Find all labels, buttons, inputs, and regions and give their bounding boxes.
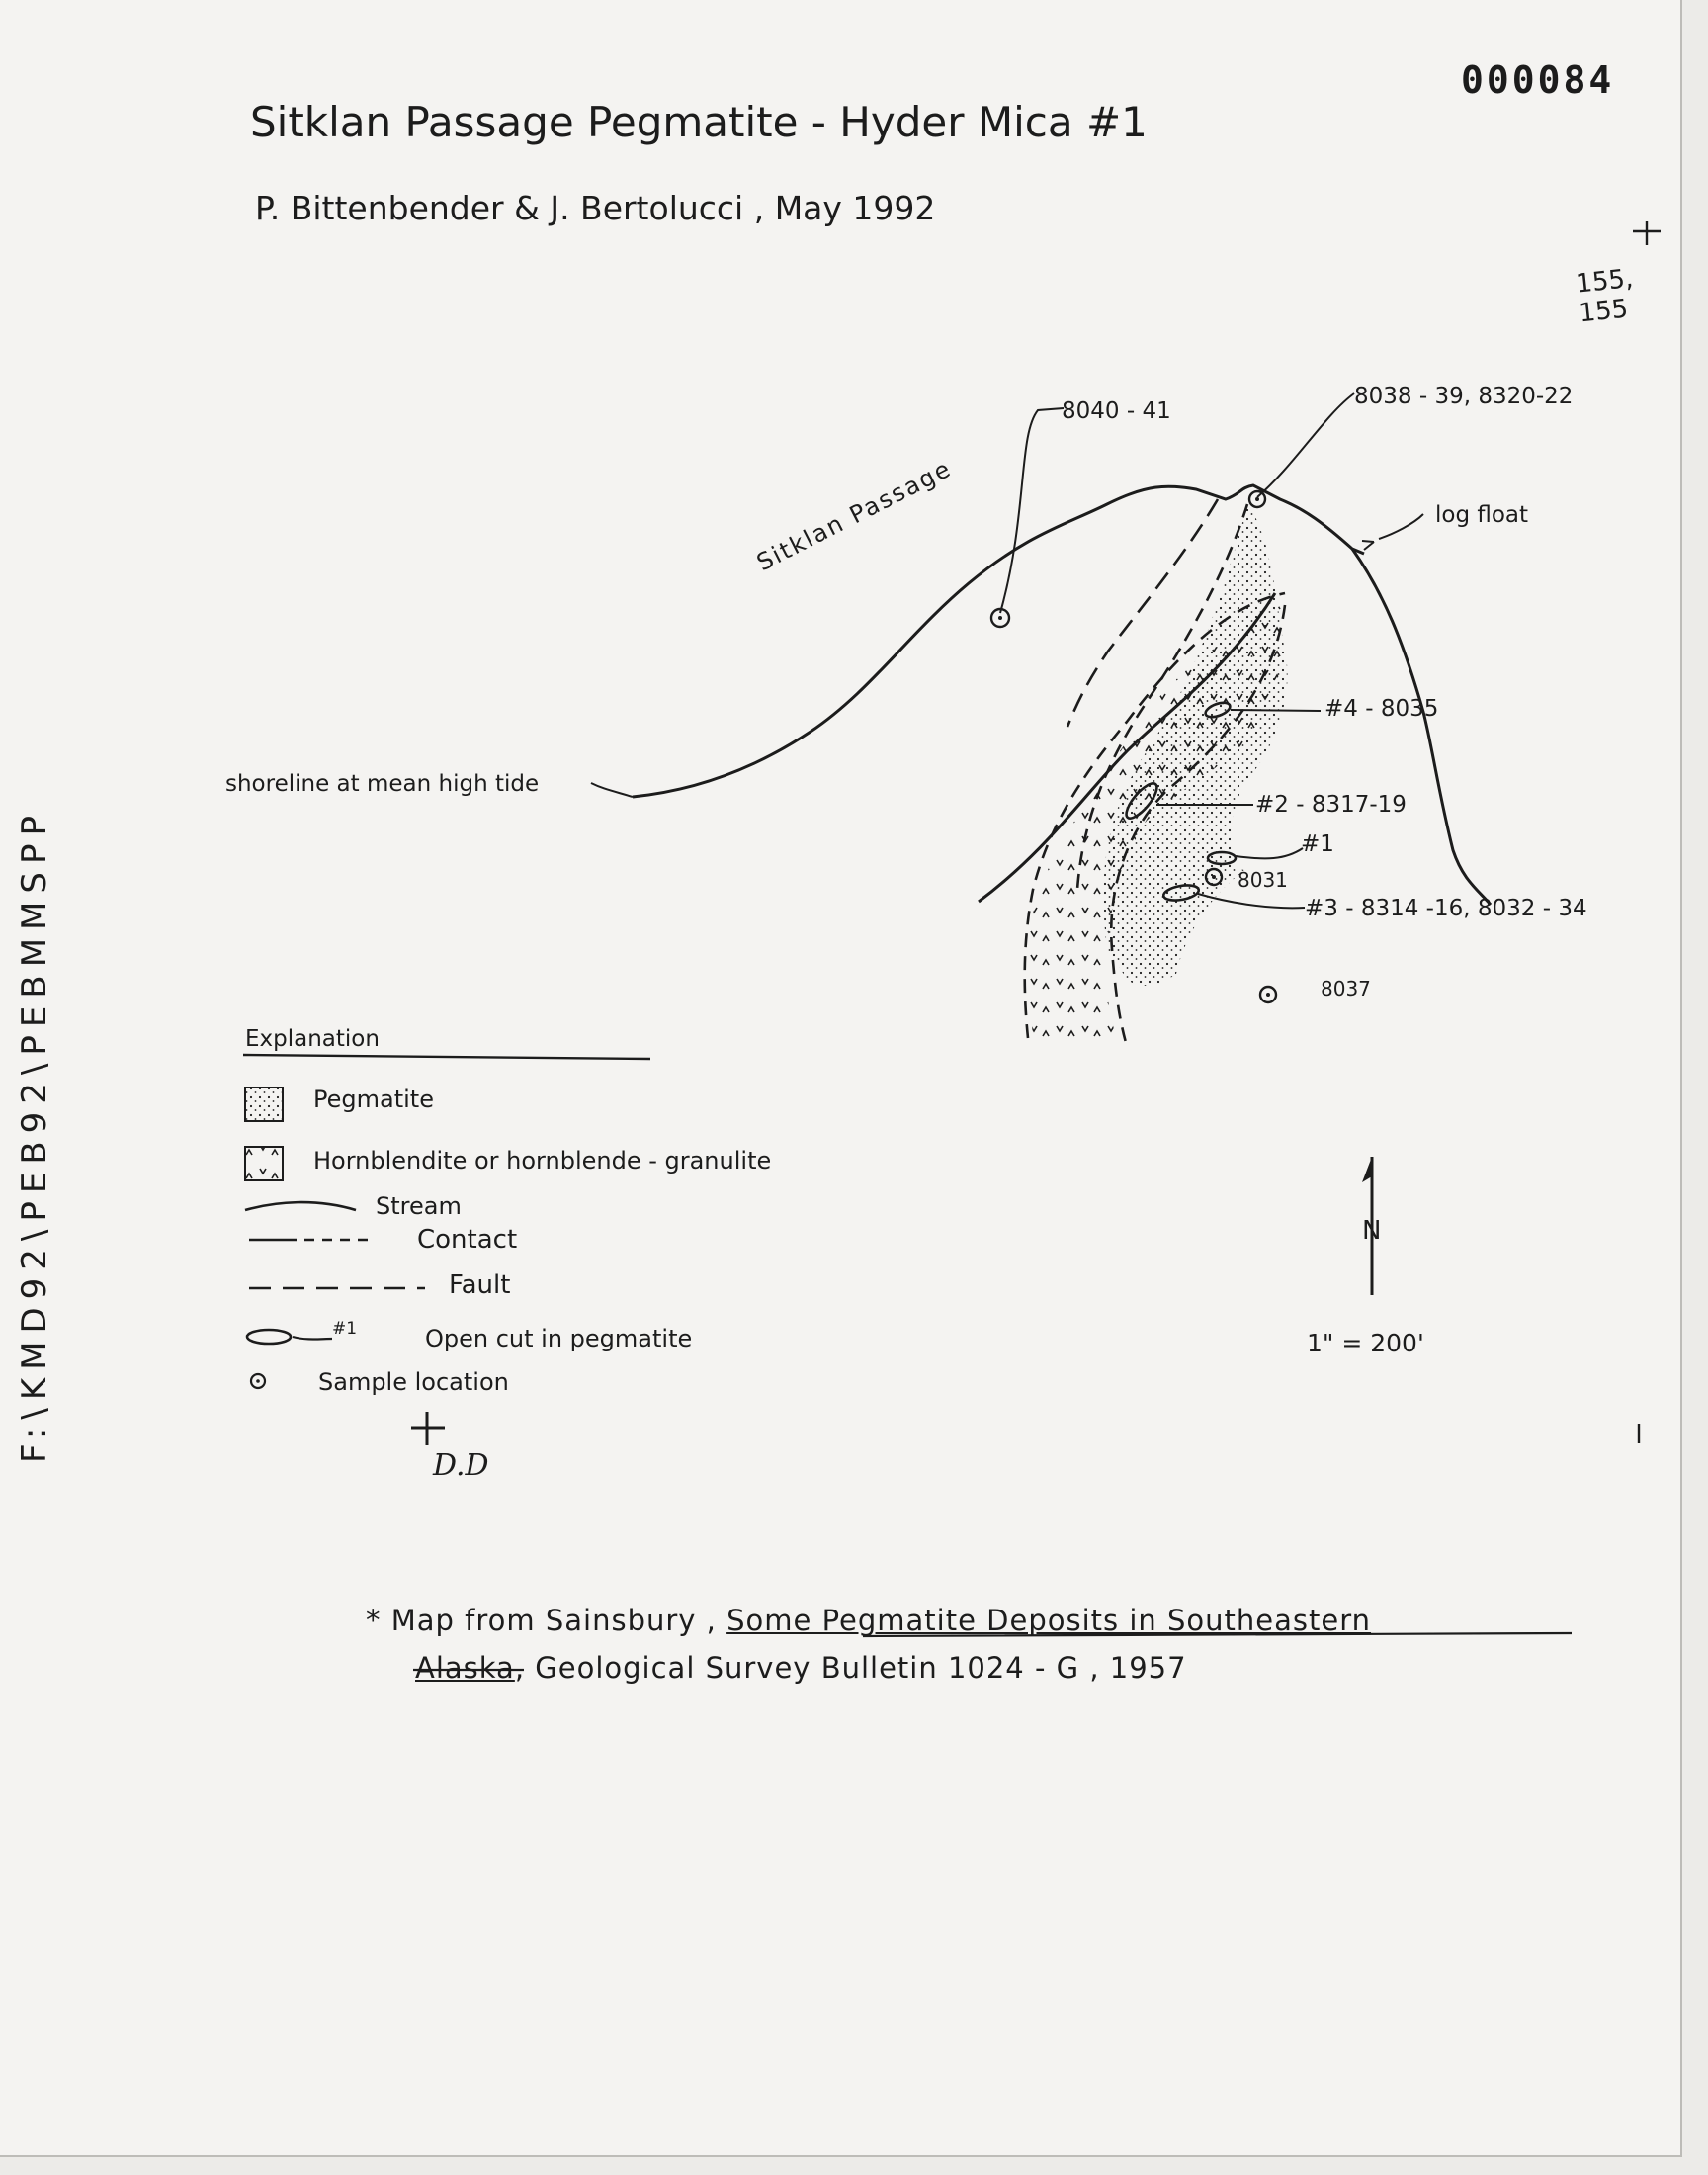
reference-title-1: Some Pegmatite Deposits in Southeastern [726, 1604, 1372, 1637]
open-cut-symbol-icon [247, 1330, 332, 1344]
passage-label: Sitklan Passage [752, 454, 957, 577]
sample-8037-label: 8037 [1321, 977, 1371, 1000]
document-number: 000084 [1461, 58, 1615, 102]
open-cut-3-label: #3 - 8314 -16, 8032 - 34 [1305, 896, 1587, 921]
explanation-title: Explanation [245, 1026, 380, 1052]
initials: D.D [433, 1448, 489, 1483]
hornblendite-pattern-icon [245, 1147, 283, 1180]
reference-prefix: * Map from Sainsbury , [366, 1604, 717, 1637]
open-cut-1-label: #1 [1301, 831, 1334, 857]
north-label: N [1362, 1216, 1382, 1246]
shoreline-label: shoreline at mean high tide [225, 771, 540, 797]
sample-location-8037 [1260, 987, 1276, 1002]
page-title: Sitklan Passage Pegmatite - Hyder Mica #1 [250, 98, 1148, 146]
legend-open-cut: Open cut in pegmatite [425, 1325, 693, 1352]
map-scale: 1" = 200' [1307, 1329, 1424, 1357]
sample-circle-icon [251, 1374, 265, 1388]
margin-note: 155, 155 [1574, 263, 1635, 329]
cross-mark [411, 1412, 445, 1445]
open-cut-4-label: #4 - 8035 [1324, 696, 1439, 722]
reference-title-2: Alaska [415, 1651, 515, 1685]
legend-sample-location: Sample location [318, 1368, 509, 1396]
reference-suffix: , Geological Survey Bulletin 1024 - G , 1957 [514, 1651, 1187, 1685]
authors-date: P. Bittenbender & J. Bertolucci , May 1992 [255, 189, 936, 227]
legend-stream: Stream [376, 1192, 462, 1220]
sample-8040-label: 8040 - 41 [1062, 398, 1171, 424]
legend-fault: Fault [449, 1270, 511, 1300]
pegmatite-pattern-icon [245, 1088, 283, 1121]
sample-location-8038 [1249, 491, 1265, 507]
open-cut-2-label: #2 - 8317-19 [1255, 792, 1407, 818]
legend-hornblendite: Hornblendite or hornblende - granulite [313, 1147, 772, 1174]
sample-8038-label: 8038 - 39, 8320-22 [1354, 384, 1574, 409]
legend-contact: Contact [417, 1225, 518, 1255]
stream [1352, 549, 1491, 905]
file-path: F:\KMD92\PEB92\PEBMMSPP [15, 808, 54, 1463]
explanation-underline [243, 1055, 650, 1059]
margin-tick [1633, 221, 1661, 245]
legend-pegmatite: Pegmatite [313, 1086, 434, 1113]
map-source-reference [366, 1597, 1591, 1692]
legend-open-cut-symbol-text: #1 [332, 1319, 358, 1339]
stream-line-icon [245, 1202, 356, 1210]
sample-8031-label: 8031 [1238, 868, 1288, 892]
log-float-label: log float [1435, 502, 1529, 528]
